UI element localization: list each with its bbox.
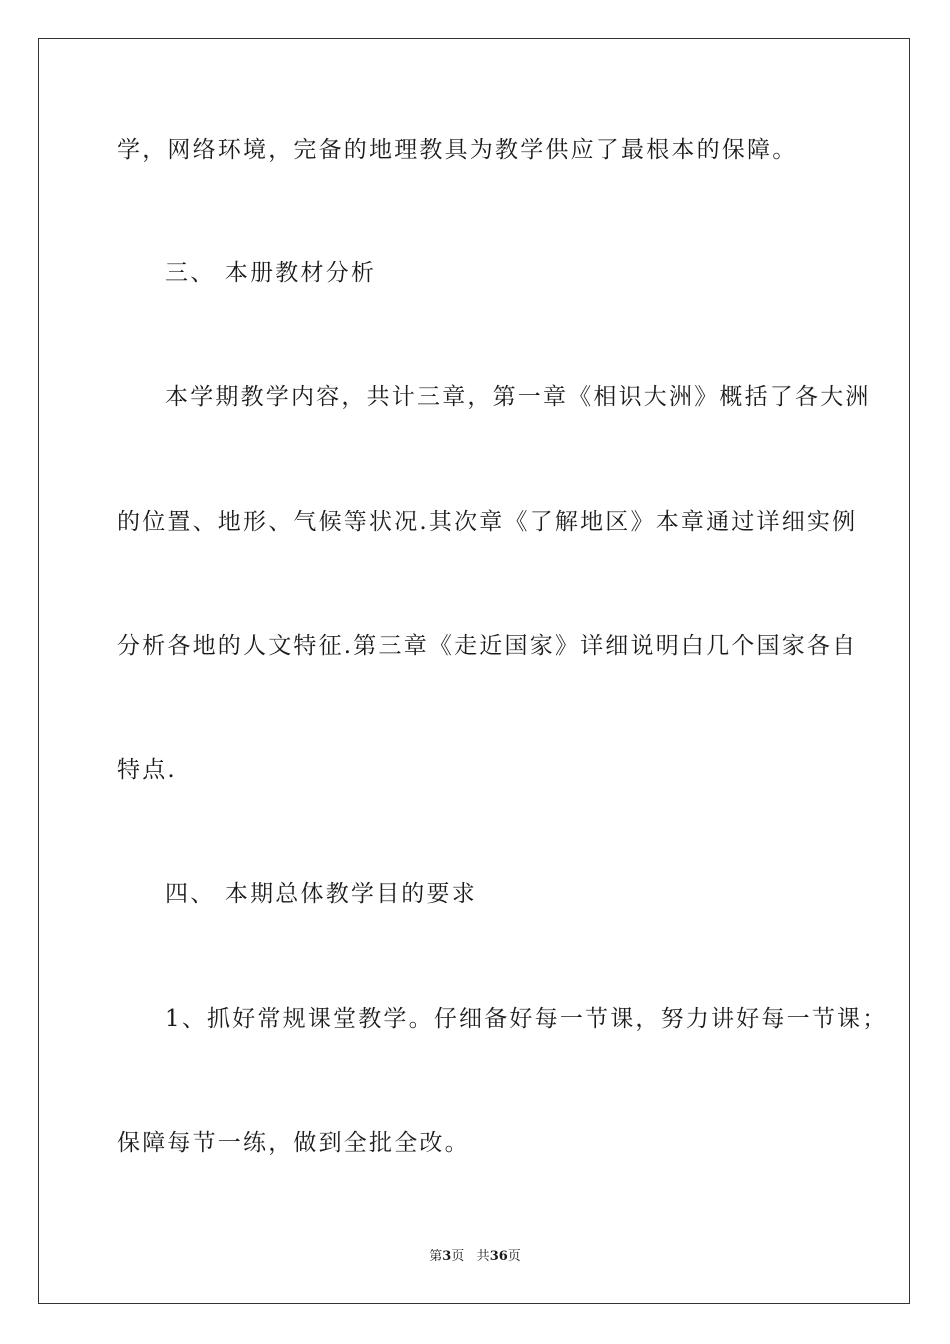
page-footer: [0, 1248, 950, 1266]
paragraph-line-5: 特点.: [117, 757, 177, 783]
footer-total-prefix: 共: [476, 1249, 490, 1264]
footer-page-suffix: 页: [451, 1249, 465, 1264]
paragraph-line-7: 保障每节一练，做到全批全改。: [117, 1130, 470, 1156]
paragraph-line-1: 学，网络环境，完备的地理教具为教学供应了最根本的保障。: [117, 137, 798, 163]
footer-total-suffix: 页: [507, 1249, 521, 1264]
page-border: [38, 38, 910, 1304]
footer-page-number: 3: [442, 1249, 452, 1264]
section-heading-3: 三、 本册教材分析: [165, 260, 377, 286]
section-heading-4: 四、 本期总体教学目的要求: [165, 881, 477, 907]
paragraph-line-6: 1、抓好常规课堂教学。仔细备好每一节课，努力讲好每一节课；: [165, 1006, 888, 1032]
paragraph-line-4: 分析各地的人文特征.第三章《走近国家》详细说明白几个国家各自: [117, 633, 858, 659]
paragraph-line-3: 的位置、地形、气候等状况.其次章《了解地区》本章通过详细实例: [117, 509, 858, 535]
footer-total-pages: 36: [489, 1249, 508, 1264]
footer-page-prefix: 第: [429, 1249, 443, 1264]
paragraph-line-2: 本学期教学内容，共计三章，第一章《相识大洲》概括了各大洲: [165, 384, 871, 410]
